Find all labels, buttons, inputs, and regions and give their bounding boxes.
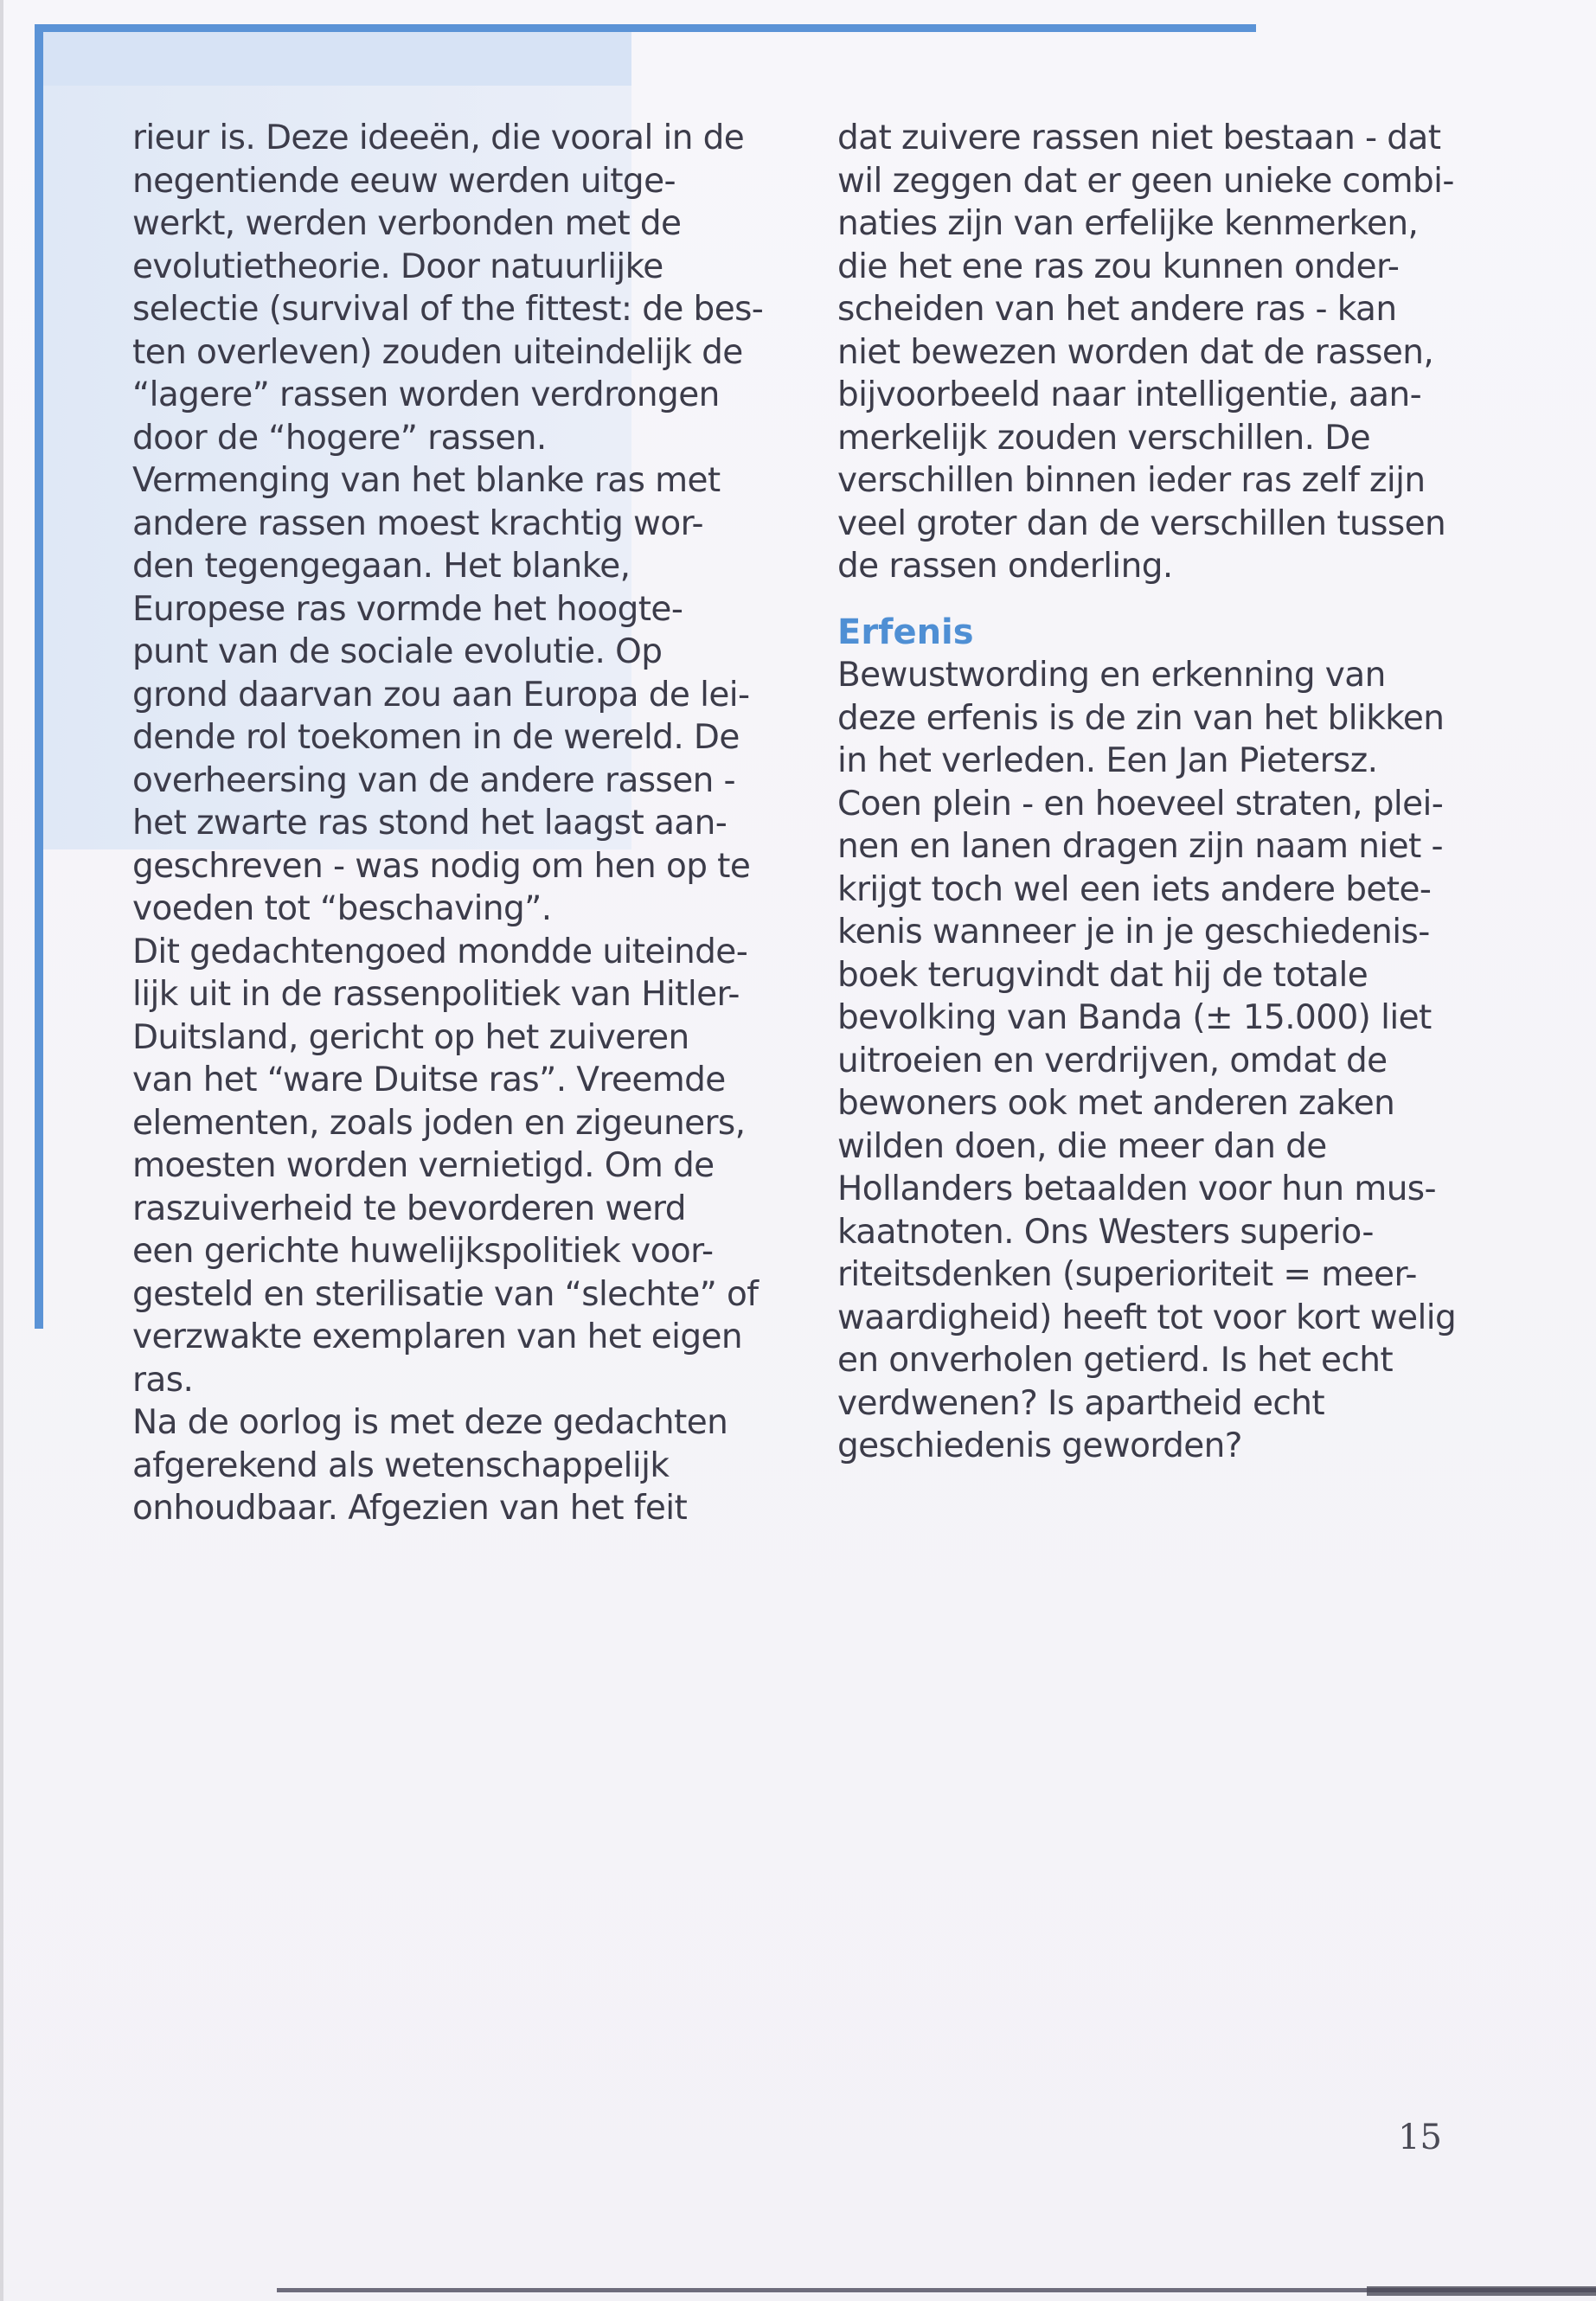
text-line: Vermenging van het blanke ras met <box>132 461 721 500</box>
text-line: dende rol toekomen in de wereld. De <box>132 718 740 757</box>
text-line: door de “hogere” rassen. <box>132 418 547 458</box>
text-line: nen en lanen dragen zijn naam niet - <box>837 827 1443 866</box>
text-line: selectie (survival of the fittest: de bes- <box>132 290 764 329</box>
text-line: Europese ras vormde het hoogte- <box>132 589 683 629</box>
text-line: niet bewezen worden dat de rassen, <box>837 332 1434 372</box>
text-line: ras. <box>132 1360 194 1400</box>
text-line: uitroeien en verdrijven, omdat de <box>837 1041 1388 1080</box>
text-line: wil zeggen dat er geen unieke combi- <box>837 161 1454 201</box>
text-line: grond daarvan zou aan Europa de lei- <box>132 675 750 715</box>
text-line: Hollanders betaalden voor hun mus- <box>837 1170 1436 1208</box>
text-line: waardigheid) heeft tot voor kort welig <box>837 1298 1457 1337</box>
text-line: bevolking van Banda (± 15.000) liet <box>837 998 1432 1037</box>
text-line: negentiende eeuw werden uitge- <box>132 161 676 201</box>
text-line: lijk uit in de rassenpolitiek van Hitler- <box>132 975 740 1014</box>
text-line: merkelijk zouden verschillen. De <box>837 418 1371 458</box>
text-line: en onverholen getierd. Is het echt <box>837 1341 1394 1380</box>
text-line: elementen, zoals joden en zigeuners, <box>132 1103 746 1143</box>
text-line: verdwenen? Is apartheid echt <box>837 1383 1325 1423</box>
bottom-edge-shadow <box>1367 2286 1596 2296</box>
text-line: in het verleden. Een Jan Pietersz. <box>837 741 1378 780</box>
text-line: kaatnoten. Ons Westers superio- <box>837 1212 1374 1252</box>
text-line: den tegengegaan. Het blanke, <box>132 547 631 586</box>
text-line: verzwakte exemplaren van het eigen <box>132 1317 742 1356</box>
tinted-panel-header <box>43 32 631 86</box>
text-line: gesteld en sterilisatie van “slechte” of <box>132 1274 759 1314</box>
text-line: afgerekend als wetenschappelijk <box>132 1445 670 1485</box>
text-line: naties zijn van erfelijke kenmerken, <box>837 204 1419 243</box>
text-line: andere rassen moest krachtig wor- <box>132 503 703 543</box>
text-line: riteitsdenken (superioriteit = meer- <box>837 1255 1417 1294</box>
right-text-column <box>837 117 1495 1468</box>
top-accent-rule <box>35 24 1256 32</box>
text-line: onhoudbaar. Afgezien van het feit <box>132 1489 688 1528</box>
text-line: wilden doen, die meer dan de <box>837 1126 1327 1166</box>
section-heading: Erfenis <box>837 612 974 652</box>
left-text-column <box>132 117 790 1530</box>
text-line: een gerichte huwelijkspolitiek voor- <box>132 1232 714 1271</box>
text-line: dat zuivere rassen niet bestaan - dat <box>837 119 1441 157</box>
text-line: deze erfenis is de zin van het blikken <box>837 698 1445 738</box>
text-line: krijgt toch wel een iets andere bete- <box>837 869 1432 909</box>
text-line: voeden tot “beschaving”. <box>132 889 552 928</box>
text-line: geschiedenis geworden? <box>837 1426 1242 1465</box>
text-line: van het “ware Duitse ras”. Vreemde <box>132 1061 726 1099</box>
text-line: Dit gedachtengoed mondde uiteinde- <box>132 932 748 971</box>
text-line: bijvoorbeeld naar intelligentie, aan- <box>837 375 1422 414</box>
text-line: raszuiverheid te bevorderen werd <box>132 1189 686 1228</box>
text-line: verschillen binnen ieder ras zelf zijn <box>837 461 1426 500</box>
text-line: het zwarte ras stond het laagst aan- <box>132 804 727 843</box>
page-number: 15 <box>1398 2118 1442 2157</box>
text-line: scheiden van het andere ras - kan <box>837 290 1397 329</box>
text-line: veel groter dan de verschillen tussen <box>837 503 1446 543</box>
text-line: rieur is. Deze ideeën, die vooral in de <box>132 119 745 157</box>
text-line: werkt, werden verbonden met de <box>132 204 682 243</box>
text-line: die het ene ras zou kunnen onder- <box>837 247 1400 286</box>
text-line: evolutietheorie. Door natuurlijke <box>132 247 663 286</box>
text-line: “lagere” rassen worden verdrongen <box>132 375 720 414</box>
text-line: Duitsland, gericht op het zuiveren <box>132 1017 689 1057</box>
text-line: bewoners ook met anderen zaken <box>837 1084 1395 1123</box>
text-line: ten overleven) zouden uiteindelijk de <box>132 332 743 372</box>
text-line: overheersing van de andere rassen - <box>132 760 735 800</box>
text-line: punt van de sociale evolutie. Op <box>132 632 663 671</box>
text-line: kenis wanneer je in je geschiedenis- <box>837 913 1430 952</box>
text-line: moesten worden vernietigd. Om de <box>132 1146 715 1185</box>
text-line: geschreven - was nodig om hen op te <box>132 846 751 886</box>
left-accent-rule <box>35 24 43 1329</box>
text-line: Bewustwording en erkenning van <box>837 656 1386 695</box>
text-line: Coen plein - en hoeveel straten, plei- <box>837 784 1444 824</box>
page-edge-shadow <box>0 0 3 2301</box>
text-line: de rassen onderling. <box>837 547 1173 586</box>
text-line: boek terugvindt dat hij de totale <box>837 955 1368 995</box>
text-line: Na de oorlog is met deze gedachten <box>132 1403 728 1442</box>
